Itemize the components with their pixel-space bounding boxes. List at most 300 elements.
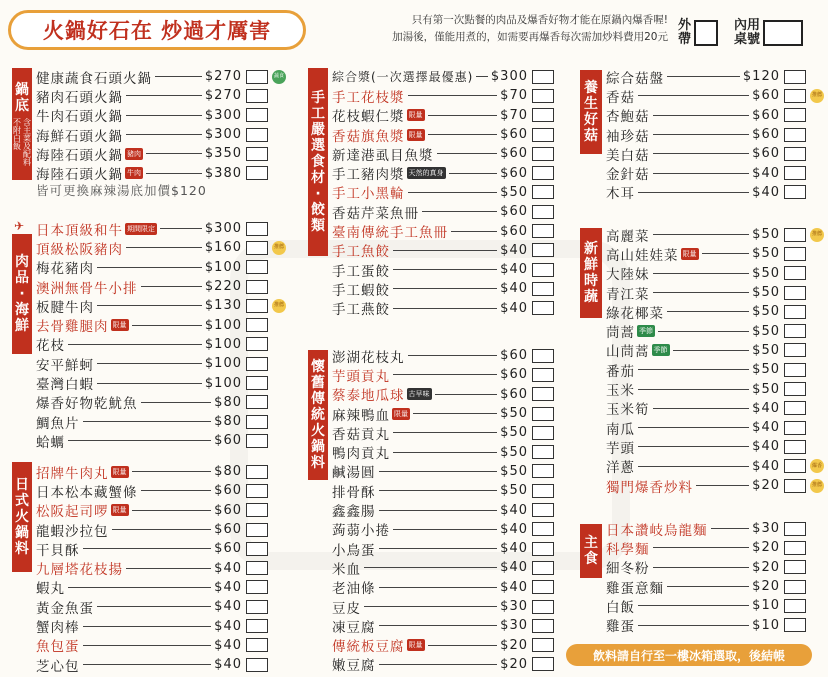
menu-item-row <box>36 412 268 431</box>
leader-line <box>638 427 749 428</box>
order-quantity-box[interactable] <box>246 166 268 180</box>
order-quantity-box[interactable] <box>784 618 806 632</box>
leader-line <box>422 211 497 212</box>
order-quantity-box[interactable] <box>532 407 554 421</box>
menu-item-price: $220 <box>204 279 242 295</box>
menu-item-row <box>36 258 268 277</box>
menu-list-meat-seafood <box>36 219 284 451</box>
menu-item-row <box>36 616 268 635</box>
menu-item-price: $40 <box>500 502 528 518</box>
header-note-line1: 只有第一次點餐的肉品及爆香好物才能在原鍋內爆香喔! <box>411 14 668 26</box>
leader-line <box>68 587 211 588</box>
leader-line <box>97 267 202 268</box>
order-quantity-box[interactable] <box>246 241 268 255</box>
order-quantity-box[interactable] <box>532 282 554 296</box>
menu-item-name: 豆皮 <box>332 600 361 617</box>
order-quantity-box[interactable] <box>246 638 268 652</box>
menu-item-row <box>36 335 268 354</box>
menu-item-price: $30 <box>500 618 528 634</box>
recommend-stamp-icon: 推薦 <box>810 228 824 242</box>
menu-item-price: $60 <box>500 386 528 402</box>
order-quantity-box[interactable] <box>246 89 268 103</box>
menu-item-name: 干貝酥 <box>36 542 80 559</box>
order-quantity-box[interactable] <box>246 658 268 672</box>
menu-item-name: 海陸石頭火鍋 <box>36 147 123 164</box>
menu-item-row <box>606 538 806 557</box>
menu-item-price: $100 <box>204 375 242 391</box>
recommend-stamp-icon: 爆香 <box>810 459 824 473</box>
menu-item-price: $100 <box>204 336 242 352</box>
order-quantity-box[interactable] <box>532 108 554 122</box>
leader-line <box>393 432 497 433</box>
menu-item-name: 梅花豬肉 <box>36 261 94 278</box>
menu-item-price: $60 <box>500 348 528 364</box>
order-quantity-box[interactable] <box>246 415 268 429</box>
order-quantity-box[interactable] <box>784 580 806 594</box>
order-quantity-box[interactable] <box>784 421 806 435</box>
menu-item-price: $70 <box>500 107 528 123</box>
menu-item-row <box>36 501 268 520</box>
menu-item-row <box>36 354 268 373</box>
menu-item-name: 安平鮮蚵 <box>36 357 94 374</box>
order-quantity-box[interactable] <box>532 387 554 401</box>
menu-item-price: $350 <box>204 146 242 162</box>
menu-item-row <box>606 183 806 202</box>
section-tag-char: 餃 <box>311 202 325 218</box>
section-tag-char: 日 <box>15 477 29 493</box>
leader-line <box>638 369 749 370</box>
menu-item-name: 花枝蝦仁漿 <box>332 109 405 126</box>
menu-item-name: 手工蝦餃 <box>332 282 390 299</box>
menu-item-name: 手工花枝漿 <box>332 89 405 106</box>
order-quantity-box[interactable] <box>532 638 554 652</box>
menu-item-name: 玉米 <box>606 383 635 400</box>
menu-item-price: $130 <box>204 298 242 314</box>
menu-item-row <box>606 264 806 283</box>
leader-line <box>428 645 498 646</box>
menu-item-price: $10 <box>752 598 780 614</box>
menu-item-price: $60 <box>214 522 242 538</box>
menu-item-row <box>332 241 554 260</box>
order-quantity-box[interactable] <box>246 260 268 274</box>
order-quantity-box[interactable] <box>784 363 806 377</box>
menu-item-row <box>36 144 268 163</box>
order-quantity-box[interactable] <box>784 247 806 261</box>
item-badge: 限量 <box>408 130 423 139</box>
order-quantity-box[interactable] <box>784 305 806 319</box>
item-badge: 限量 <box>394 409 408 418</box>
order-quantity-box[interactable] <box>246 280 268 294</box>
menu-item-price: $60 <box>500 127 528 143</box>
menu-item-name: 杏鮑菇 <box>606 109 650 126</box>
order-quantity-box[interactable] <box>532 128 554 142</box>
menu-item-row <box>606 558 806 577</box>
order-quantity-box[interactable] <box>246 395 268 409</box>
menu-item-name: 香菇旗魚漿 <box>332 128 405 145</box>
item-badge: 期間限定 <box>127 224 155 233</box>
menu-item-row <box>36 315 268 334</box>
menu-item-name: 香菇芹菜魚冊 <box>332 205 419 222</box>
menu-item-name: 香菇貢丸 <box>332 426 390 443</box>
order-quantity-box[interactable] <box>784 266 806 280</box>
menu-item-name: 鯛魚片 <box>36 415 80 432</box>
menu-item-row <box>36 578 268 597</box>
order-quantity-box[interactable] <box>784 522 806 536</box>
menu-item-name: 小鳥蛋 <box>332 542 376 559</box>
menu-item-name: 蛤蠣 <box>36 434 65 451</box>
menu-item-name: 綠花椰菜 <box>606 305 664 322</box>
menu-item-row <box>606 67 806 86</box>
menu-item-price: $50 <box>500 184 528 200</box>
leader-line <box>413 413 497 414</box>
menu-item-price: $50 <box>752 323 780 339</box>
menu-item-price: $40 <box>500 541 528 557</box>
section-tag-char: 蔬 <box>584 289 598 305</box>
menu-item-price: $60 <box>752 127 780 143</box>
item-badge: 限量 <box>112 467 127 476</box>
section-tag-char: 鮮 <box>15 318 29 334</box>
leader-line <box>449 173 498 174</box>
menu-item-name: 鑫鑫腸 <box>332 504 376 521</box>
menu-item-price: $50 <box>500 406 528 422</box>
menu-item-row <box>36 462 268 481</box>
order-quantity-box[interactable] <box>784 560 806 574</box>
order-quantity-box[interactable] <box>784 70 806 84</box>
menu-item-row <box>36 86 268 105</box>
order-quantity-box[interactable] <box>246 523 268 537</box>
menu-item-row <box>332 163 554 182</box>
menu-item-price: $380 <box>204 165 242 181</box>
leader-line <box>393 250 497 251</box>
menu-item-row <box>332 221 554 240</box>
item-badge: 限量 <box>408 111 423 120</box>
menu-item-row <box>606 457 822 477</box>
leader-line <box>364 606 497 607</box>
order-quantity-box[interactable] <box>784 459 806 473</box>
order-quantity-box[interactable] <box>784 286 806 300</box>
menu-item-price: $50 <box>752 381 780 397</box>
order-quantity-box[interactable] <box>532 445 554 459</box>
menu-item-name: 蝦丸 <box>36 581 65 598</box>
pot-base-note: 皆可更換麻辣湯底加價$120 <box>36 183 207 198</box>
menu-item-row <box>36 655 268 674</box>
leader-line <box>379 471 498 472</box>
menu-item-name: 手工小黑輪 <box>332 186 405 203</box>
leader-line <box>653 567 750 568</box>
leader-line <box>112 529 212 530</box>
menu-item-price: $80 <box>214 464 242 480</box>
menu-item-price: $30 <box>500 599 528 614</box>
order-quantity-box[interactable] <box>532 464 554 478</box>
leader-line <box>379 490 498 491</box>
order-quantity-box[interactable] <box>532 224 554 238</box>
section-tag-char: 工 <box>311 106 325 122</box>
order-quantity-box[interactable] <box>784 147 806 161</box>
order-quantity-box[interactable] <box>246 318 268 332</box>
leader-line <box>653 234 750 235</box>
menu-item-name: 澳洲無骨牛小排 <box>36 280 138 297</box>
menu-item-name: 嫩豆腐 <box>332 658 376 675</box>
order-quantity-box[interactable] <box>532 426 554 440</box>
leader-line <box>141 490 212 491</box>
section-tag-vegetable <box>580 228 602 318</box>
order-quantity-box[interactable] <box>784 599 806 613</box>
item-badge: 限量 <box>682 249 697 258</box>
menu-item-row <box>36 67 284 87</box>
order-quantity-box[interactable] <box>784 128 806 142</box>
menu-item-name: 大陸妹 <box>606 267 650 284</box>
order-quantity-box[interactable] <box>532 263 554 277</box>
takeout-box <box>678 18 718 48</box>
menu-list-mushroom <box>606 67 822 203</box>
order-quantity-box[interactable] <box>246 376 268 390</box>
order-quantity-box[interactable] <box>784 401 806 415</box>
section-tag-char: 食 <box>584 551 598 567</box>
order-quantity-box[interactable] <box>246 147 268 161</box>
order-quantity-box[interactable] <box>784 479 806 493</box>
order-quantity-box[interactable] <box>246 619 268 633</box>
menu-item-name: 海鮮石頭火鍋 <box>36 128 123 145</box>
menu-item-row <box>332 86 554 105</box>
section-tag-char: 類 <box>311 218 325 234</box>
order-quantity-box[interactable] <box>246 484 268 498</box>
order-quantity-box[interactable] <box>246 222 268 236</box>
section-tag-char: 新 <box>584 241 598 257</box>
order-quantity-box[interactable] <box>784 541 806 555</box>
menu-item-row <box>332 404 554 423</box>
order-quantity-box[interactable] <box>246 337 268 351</box>
order-quantity-box[interactable] <box>532 542 554 556</box>
header-note <box>310 12 668 46</box>
footer-note: 飲料請自行至一樓冰箱選取，後結帳 <box>566 644 812 666</box>
menu-item-price: $300 <box>204 221 242 237</box>
order-quantity-box[interactable] <box>784 228 806 242</box>
order-quantity-box[interactable] <box>784 440 806 454</box>
menu-item-name: 手工燕餃 <box>332 302 390 319</box>
menu-item-price: $100 <box>204 317 242 333</box>
menu-item-price: $40 <box>752 184 780 200</box>
menu-item-name: 金針菇 <box>606 167 650 184</box>
order-quantity-box[interactable] <box>532 166 554 180</box>
leader-line <box>653 273 750 274</box>
leader-line <box>393 374 497 375</box>
menu-item-row <box>332 299 554 318</box>
order-quantity-box[interactable] <box>532 185 554 199</box>
menu-item-name: 爆香好物乾魷魚 <box>36 396 138 413</box>
order-quantity-box[interactable] <box>784 185 806 199</box>
menu-item-price: $60 <box>752 146 780 162</box>
section-tag-char: 鍋 <box>15 82 29 98</box>
leader-line <box>83 548 212 549</box>
leader-line <box>638 389 749 390</box>
order-quantity-box[interactable] <box>532 580 554 594</box>
leader-line <box>146 153 202 154</box>
leader-line <box>68 344 202 345</box>
menu-item-name: 科學麵 <box>606 541 650 558</box>
order-quantity-box[interactable] <box>532 70 554 84</box>
section-tag-char: 菇 <box>584 128 598 144</box>
order-quantity-box[interactable] <box>532 205 554 219</box>
order-quantity-box[interactable] <box>532 484 554 498</box>
order-quantity-box[interactable] <box>246 580 268 594</box>
order-quantity-box[interactable] <box>532 503 554 517</box>
table-number-field[interactable] <box>763 20 803 46</box>
menu-item-name: 手工蛋餃 <box>332 263 390 280</box>
leader-line <box>667 76 740 77</box>
menu-item-name: 蟹肉棒 <box>36 620 80 637</box>
menu-item-price: $50 <box>752 304 780 320</box>
order-quantity-box[interactable] <box>532 243 554 257</box>
order-quantity-box[interactable] <box>246 434 268 448</box>
order-quantity-box[interactable] <box>532 89 554 103</box>
order-quantity-box[interactable] <box>246 600 268 614</box>
item-badge: 豬肉 <box>127 149 141 158</box>
section-tag-sub-line: 含主菜及配料 <box>22 118 32 166</box>
menu-list-japanese <box>36 462 268 674</box>
order-quantity-box[interactable] <box>246 357 268 371</box>
order-quantity-box[interactable] <box>532 600 554 614</box>
menu-item-name: 茼蒿 <box>606 325 635 342</box>
menu-item-name: 白飯 <box>606 599 635 616</box>
leader-line <box>160 228 202 229</box>
menu-item-price: $40 <box>500 281 528 297</box>
menu-item-name: 頂級松阪豬肉 <box>36 241 123 258</box>
menu-item-name: 臺南傳統手工魚冊 <box>332 225 448 242</box>
leader-line <box>653 173 750 174</box>
leader-line <box>667 586 749 587</box>
menu-item-name: 龍蝦沙拉包 <box>36 523 109 540</box>
menu-item-row <box>606 163 806 182</box>
section-tag-char: 材 <box>311 170 325 186</box>
section-tag-pot-base <box>12 68 32 180</box>
leader-line <box>428 115 498 116</box>
menu-item-row <box>332 385 554 404</box>
order-quantity-box[interactable] <box>784 324 806 338</box>
leader-line <box>476 76 488 77</box>
menu-item-row <box>36 539 268 558</box>
menu-item-name: 綜合漿(一次選擇最優惠) <box>332 70 474 85</box>
section-tag-handmade <box>308 68 328 256</box>
menu-item-price: $40 <box>214 599 242 615</box>
menu-item-row <box>36 238 284 258</box>
item-badge: 季節 <box>653 346 668 355</box>
leader-line <box>97 363 202 364</box>
order-quantity-box[interactable] <box>532 561 554 575</box>
section-tag-meat-seafood <box>12 234 32 354</box>
menu-item-name: 袖珍菇 <box>606 128 650 145</box>
section-tag-mushroom <box>580 70 602 154</box>
menu-item-name: 雞蛋 <box>606 619 635 636</box>
menu-item-row <box>606 596 806 615</box>
menu-item-price: $40 <box>752 439 780 455</box>
leader-line <box>379 664 498 665</box>
order-quantity-box[interactable] <box>784 89 806 103</box>
menu-item-row <box>36 296 284 316</box>
menu-item-price: $60 <box>214 541 242 557</box>
order-quantity-box[interactable] <box>532 147 554 161</box>
menu-item-price: $50 <box>752 265 780 281</box>
menu-item-price: $20 <box>500 656 528 672</box>
menu-item-name: 去骨雞腿肉 <box>36 319 109 336</box>
order-quantity-box[interactable] <box>246 561 268 575</box>
menu-item-price: $80 <box>214 394 242 410</box>
takeout-field[interactable] <box>694 20 718 46</box>
order-quantity-box[interactable] <box>246 108 268 122</box>
menu-item-price: $60 <box>500 146 528 162</box>
menu-item-price: $20 <box>752 540 780 556</box>
menu-item-row <box>606 418 806 437</box>
section-tag-char: 生 <box>584 96 598 112</box>
leader-line <box>393 288 497 289</box>
menu-item-row <box>36 163 268 182</box>
order-quantity-box[interactable] <box>784 343 806 357</box>
menu-item-name: 牛肉石頭火鍋 <box>36 109 123 126</box>
menu-item-row <box>332 558 554 577</box>
menu-item-price: $20 <box>752 478 780 493</box>
order-quantity-box[interactable] <box>246 542 268 556</box>
section-tag-traditional <box>308 350 328 480</box>
order-quantity-box[interactable] <box>532 301 554 315</box>
leader-line <box>653 547 750 548</box>
menu-item-price: $40 <box>214 618 242 634</box>
order-quantity-box[interactable] <box>532 619 554 633</box>
menu-item-row <box>332 578 554 597</box>
menu-item-price: $10 <box>752 617 780 633</box>
leader-line <box>132 510 212 511</box>
order-quantity-box[interactable] <box>246 503 268 517</box>
menu-item-price: $50 <box>752 342 780 358</box>
menu-item-price: $20 <box>752 579 780 595</box>
order-quantity-box[interactable] <box>246 70 268 84</box>
order-quantity-box[interactable] <box>784 166 806 180</box>
menu-item-name: 香菇 <box>606 89 635 106</box>
leader-line <box>379 548 498 549</box>
menu-title: 火鍋好石在 炒過才厲害 <box>8 10 306 50</box>
order-quantity-box[interactable] <box>532 657 554 671</box>
menu-item-row <box>606 437 806 456</box>
menu-item-row <box>332 106 554 125</box>
menu-item-name: 花枝 <box>36 338 65 355</box>
order-quantity-box[interactable] <box>246 128 268 142</box>
menu-item-row <box>332 346 554 365</box>
menu-item-price: $40 <box>500 300 528 316</box>
menu-item-row <box>606 86 822 106</box>
menu-list-pot-base <box>36 67 284 184</box>
order-quantity-box[interactable] <box>246 299 268 313</box>
menu-item-row <box>606 144 806 163</box>
order-quantity-box[interactable] <box>532 349 554 363</box>
menu-item-price: $50 <box>752 227 780 243</box>
menu-item-name: 澎湖花枝丸 <box>332 349 405 366</box>
order-quantity-box[interactable] <box>532 368 554 382</box>
menu-item-name: 手工豬肉漿 <box>332 167 405 184</box>
order-quantity-box[interactable] <box>784 108 806 122</box>
header-note-line2: 加湯後，僅能用煮的，如需要再爆香每次需加炒料費用20元 <box>392 31 668 43</box>
menu-item-price: $40 <box>214 560 242 576</box>
order-quantity-box[interactable] <box>246 465 268 479</box>
order-quantity-box[interactable] <box>784 382 806 396</box>
order-quantity-box[interactable] <box>532 522 554 536</box>
leader-line <box>408 192 498 193</box>
menu-item-price: $40 <box>500 521 528 537</box>
leader-line <box>364 567 497 568</box>
menu-item-price: $40 <box>214 579 242 595</box>
section-tag-char: 鍋 <box>311 439 325 455</box>
menu-item-name: 凍豆腐 <box>332 619 376 636</box>
recommend-stamp-icon: 推薦 <box>810 89 824 103</box>
menu-item-name: 細冬粉 <box>606 561 650 578</box>
section-tag-char: 嚴 <box>311 122 325 138</box>
